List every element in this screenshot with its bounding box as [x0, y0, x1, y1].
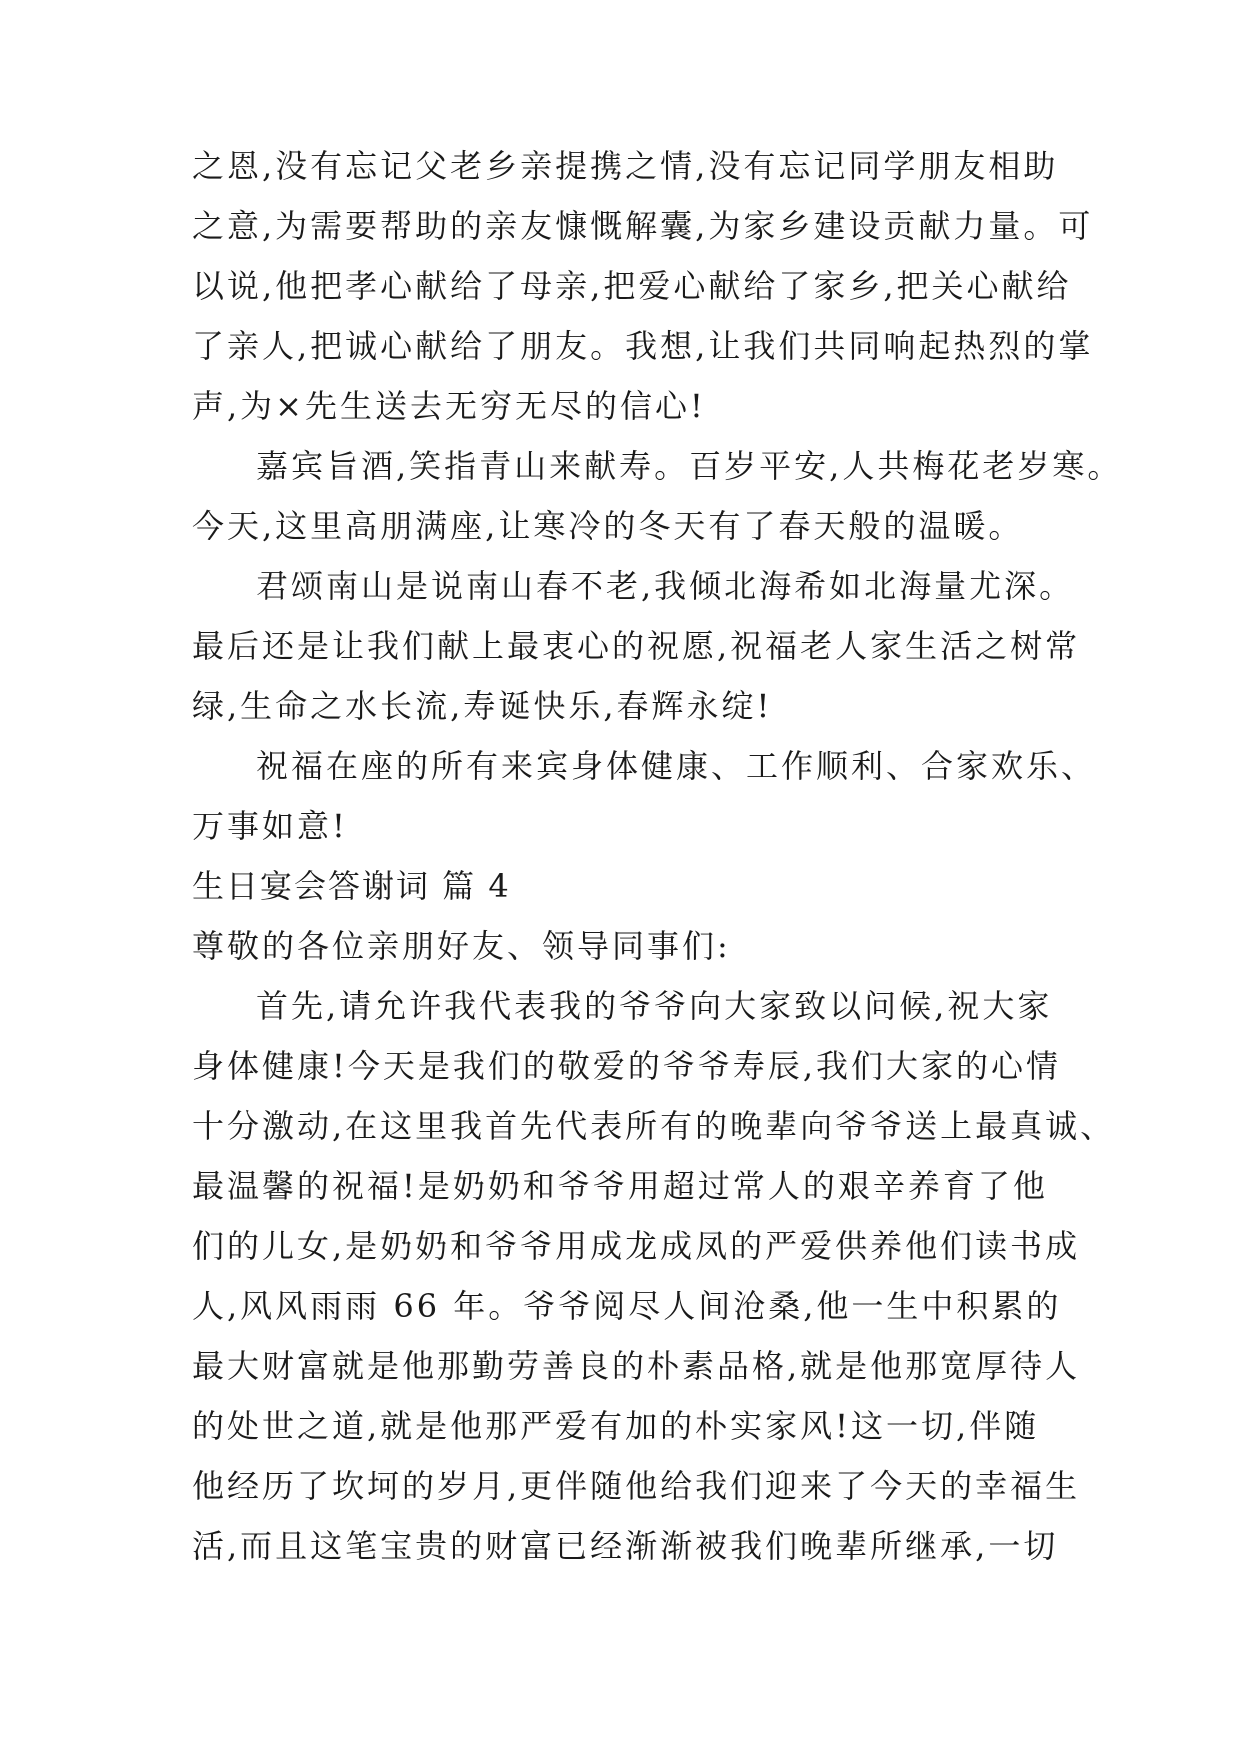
paragraph-line: 嘉宾旨酒,笑指青山来献寿。百岁平安,人共梅花老岁寒。	[256, 447, 1123, 485]
paragraph-line: 首先,请允许我代表我的爷爷向大家致以问候,祝大家	[256, 987, 1053, 1025]
paragraph-line: 之意,为需要帮助的亲友慷慨解囊,为家乡建设贡献力量。可	[192, 207, 1094, 245]
paragraph-line: 之恩,没有忘记父老乡亲提携之情,没有忘记同学朋友相助	[192, 147, 1059, 185]
paragraph-line: 最温馨的祝福!是奶奶和爷爷用超过常人的艰辛养育了他	[192, 1167, 1048, 1205]
paragraph-line: 祝福在座的所有来宾身体健康、工作顺利、合家欢乐、	[256, 747, 1097, 785]
paragraph-line: 绿,生命之水长流,寿诞快乐,春辉永绽!	[192, 687, 773, 725]
paragraph-line: 了亲人,把诚心献给了朋友。我想,让我们共同响起热烈的掌	[192, 327, 1094, 365]
paragraph-line: 最后还是让我们献上最衷心的祝愿,祝福老人家生活之树常	[192, 627, 1081, 665]
paragraph-line: 君颂南山是说南山春不老,我倾北海希如北海量尤深。	[256, 567, 1075, 605]
paragraph-line: 活,而且这笔宝贵的财富已经渐渐被我们晚辈所继承,一切	[192, 1527, 1059, 1565]
paragraph-line: 身体健康!今天是我们的敬爱的爷爷寿辰,我们大家的心情	[192, 1047, 1062, 1085]
paragraph-line: 们的儿女,是奶奶和爷爷用成龙成凤的严爱供养他们读书成	[192, 1227, 1081, 1265]
paragraph-line: 以说,他把孝心献给了母亲,把爱心献给了家乡,把关心献给	[192, 267, 1072, 305]
paragraph-line: 声,为×先生送去无穷无尽的信心!	[192, 387, 706, 425]
paragraph-line: 人,风风雨雨 66 年。爷爷阅尽人间沧桑,他一生中积累的	[192, 1287, 1062, 1325]
paragraph-line: 万事如意!	[192, 807, 348, 845]
paragraph-line: 他经历了坎坷的岁月,更伴随他给我们迎来了今天的幸福生	[192, 1467, 1081, 1505]
paragraph-line: 最大财富就是他那勤劳善良的朴素品格,就是他那宽厚待人	[192, 1347, 1081, 1385]
paragraph-line: 今天,这里高朋满座,让寒冷的冬天有了春天般的温暖。	[192, 507, 1024, 545]
paragraph-line: 的处世之道,就是他那严爱有加的朴实家风!这一切,伴随	[192, 1407, 1040, 1445]
paragraph-line: 十分激动,在这里我首先代表所有的晚辈向爷爷送上最真诚、	[192, 1107, 1116, 1145]
salutation: 尊敬的各位亲朋好友、领导同事们:	[192, 927, 731, 965]
section-heading: 生日宴会答谢词 篇 4	[192, 867, 511, 905]
